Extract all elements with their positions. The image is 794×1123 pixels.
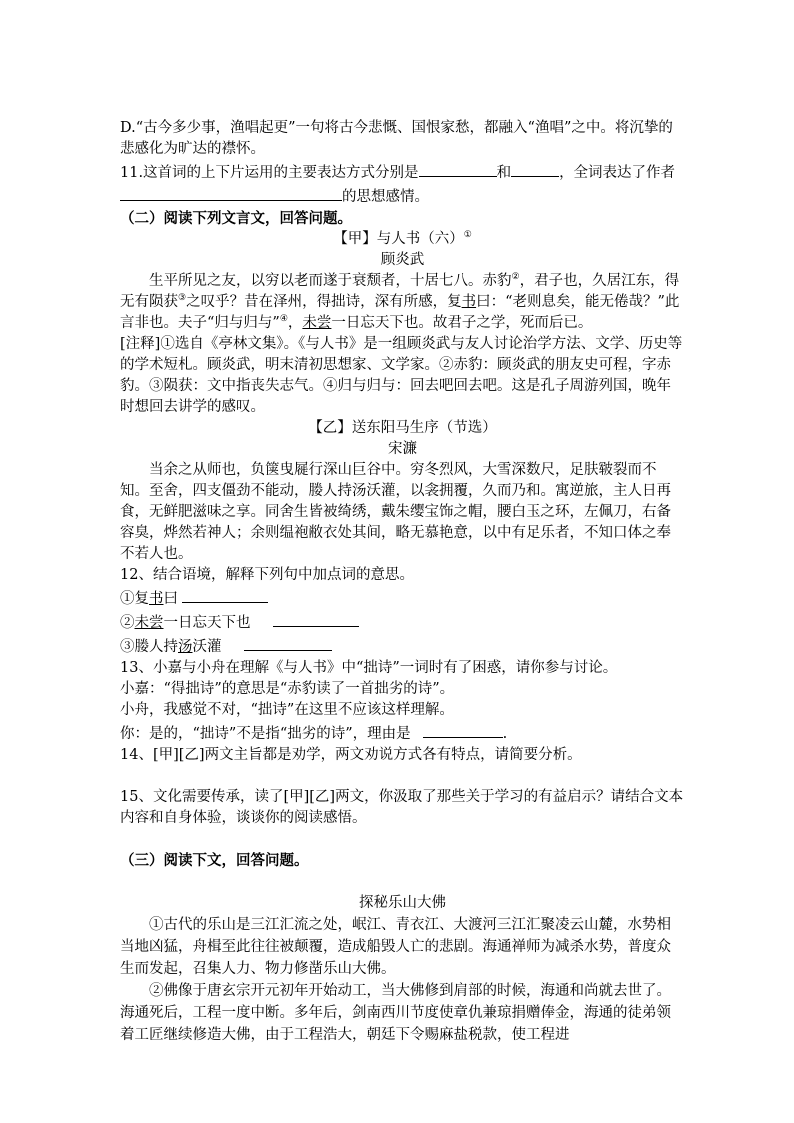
article-title: 探秘乐山大佛: [359, 895, 446, 911]
yi-paragraph: 当余之从师也，负箧曳屣行深山巨谷中。穷冬烈风，大雪深数尺，足肤皲裂而不知。至舍，四支僵劲不能动，媵人持汤沃灌，以衾拥覆，久而乃和。寓逆旅，主人日再食，无鲜肥滋味之享。同舍生皆被绮绣，戴朱缨宝饰之帽，腰白玉之环，左佩刀，右备容臭，烨然若神人；余则缊袍敝衣处其间，略无慕艳意，以中有足乐者，不知口体之奉不若人也。: [120, 462, 671, 562]
section3-heading: （三）阅读下文，回答问题。: [120, 852, 309, 869]
q12-i2-word: 未尝: [134, 615, 164, 631]
q11-blank-1[interactable]: [419, 160, 497, 177]
jia-word-weichang: 未尝: [302, 315, 332, 331]
jia-text-3: 之叹乎？昔在泽州，得拙诗，深有所感，复: [186, 294, 462, 310]
q12-i2-num: ②: [120, 615, 135, 631]
jia-text-2: ，君子也，久居江东，得无有陨获: [120, 273, 680, 310]
jia-paragraph: [120, 271, 685, 334]
q12-i1-pre: ①复: [120, 591, 149, 607]
q10-option-d: D.“古今多少事，渔唱起更”一句将古今悲慨、国恨家愁，都融入“渔唱”之中。将沉挚的悲感化为旷达的襟怀。: [120, 120, 673, 157]
q13-blank[interactable]: [423, 721, 503, 738]
q12-i3-word: 汤: [178, 639, 193, 655]
jia-text-1: 生平所见之友，以穷以老而遂于衰颓者，十居七八。赤豹: [149, 273, 512, 289]
document-page: [120, 118, 685, 1046]
q13-stem: 13、小嘉与小舟在理解《与人书》中“拙诗”一词时有了困惑，请你参与讨论。: [120, 660, 618, 676]
jia-word-shu: 书: [461, 294, 477, 310]
q11-text-a: 11.这首词的上下片运用的主要表达方式分别是: [120, 165, 419, 181]
q11-text-c: ，全词表达了作者: [559, 165, 676, 181]
q12-blank-2[interactable]: [273, 610, 359, 627]
spacer: [120, 871, 685, 892]
q15-question: 15、文化需要传承，读了[甲][乙]两文，你汲取了那些关于学习的有益启示？请结合文本内容和自身体验，谈谈你的阅读感悟。: [120, 789, 684, 826]
note-mark-3: ③: [178, 293, 187, 304]
q12-i3-pre: ③媵人持: [120, 639, 178, 655]
q12-i3-post: 沃灌: [192, 639, 222, 655]
jia-title: [120, 229, 685, 250]
q12-blank-1[interactable]: [182, 586, 268, 603]
q13-line-3: [120, 721, 685, 745]
q12-blank-3[interactable]: [244, 634, 332, 651]
q11-question: [120, 160, 685, 208]
q12-item-3: [120, 634, 685, 658]
q11-text-d: 的思想感情。: [342, 189, 429, 205]
yi-author: 宋濂: [388, 441, 417, 457]
section2-heading: （二）阅读下列文言文，回答问题。: [120, 210, 352, 227]
q12-i1-word: 书: [149, 591, 164, 607]
q12-i1-post: 曰: [163, 591, 178, 607]
q13-line-3-text: 你：是的，“拙诗”不是指“拙劣的诗”，理由是: [120, 726, 411, 742]
section3-article: [120, 892, 685, 1046]
jia-author: 顾炎武: [380, 252, 425, 268]
jia-title-note: ①: [463, 230, 472, 241]
q12-item-1: [120, 586, 685, 610]
jia-text-5: ，: [287, 315, 303, 331]
article-paragraph-1: ①古代的乐山是三江汇流之处，岷江、青衣江、大渡河三江汇聚凌云山麓，水势相当地凶猛，舟楫至此往往被颠覆，造成船毁人亡的悲剧。海通禅师为减杀水势，普度众生而发起，召集人力、物力修凿乐山大佛。: [120, 917, 671, 977]
q13-line-1: 小嘉：“得拙诗”的意思是“赤豹读了一首拙劣的诗”。: [120, 681, 455, 697]
q12-i2-post: 一日忘天下也: [163, 615, 251, 631]
q13-period: .: [502, 726, 508, 742]
q13-line-2: 小舟，我感觉不对，“拙诗”在这里不应该这样理解。: [120, 702, 454, 718]
q11-text-b: 和: [496, 165, 512, 181]
spacer: [120, 829, 685, 850]
q12-stem: 12、结合语境，解释下列句中加点词的意思。: [120, 567, 414, 583]
q11-blank-3[interactable]: [120, 184, 342, 201]
jia-text-4: 曰：“老则息矣，能无倦哉？”此言非也。夫子“归与归与”: [120, 294, 680, 331]
jia-title-text: 【甲】与人书（六）: [333, 231, 464, 247]
jia-text-6: 一日忘天下也。故君子之学，死而后已。: [331, 315, 593, 331]
spacer: [120, 766, 685, 787]
yi-title: 【乙】送东阳马生序（节选）: [308, 420, 497, 436]
q11-blank-2[interactable]: [511, 160, 559, 177]
note-mark-4: ④: [279, 314, 288, 325]
article-paragraph-2: ②佛像于唐玄宗开元初年开始动工，当大佛修到肩部的时候，海通和尚就去世了。海通死后，工程一度中断。多年后，剑南西川节度使章仇兼琼捐赠俸金，海通的徒弟领着工匠继续修造大佛，由于工程浩大，朝廷下令赐麻盐税款，使工程进: [120, 983, 671, 1043]
q12-item-2: [120, 610, 685, 634]
q14-question: 14、[甲][乙]两文主旨都是劝学，两文劝说方式各有特点，请简要分析。: [120, 747, 582, 763]
note-mark-2: ②: [511, 272, 520, 283]
jia-notes: [注释]①选自《亭林文集》。《与人书》是一组顾炎武与友人讨论治学方法、文学、历史等的学术短札。顾炎武，明末清初思想家、文学家。②赤豹：顾炎武的朋友史可程，字赤豹。③陨获：文中指丧失志气。④归与归与：回去吧回去吧。这是孔子周游列国，晚年时想回去讲学的感叹。: [120, 336, 683, 415]
